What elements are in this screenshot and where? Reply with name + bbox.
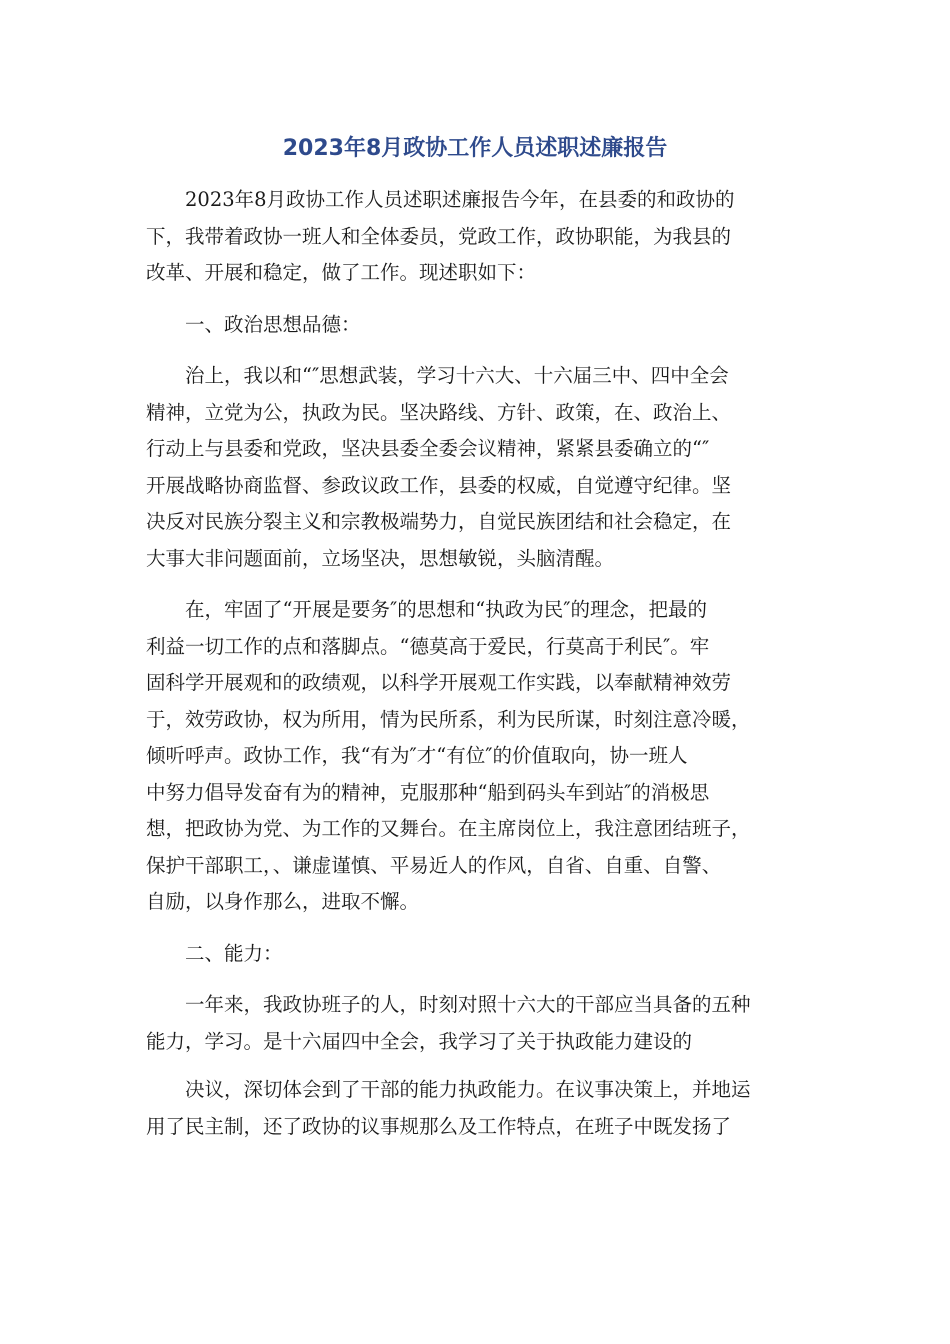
document-title: 2023年8月政协工作人员述职述廉报告 bbox=[282, 136, 668, 161]
paragraph-line: 改革、开展和稳定，做了工作。现述职如下： bbox=[146, 261, 537, 284]
paragraph-line: 行动上与县委和党政，坚决县委全委会议精神，紧紧县委确立的“″ bbox=[146, 437, 710, 460]
paragraph-line: 2023年8月政协工作人员述职述廉报告今年，在县委的和政协的 bbox=[185, 188, 735, 211]
paragraph-line: 精神，立党为公，执政为民。坚决路线、方针、政策，在、政治上、 bbox=[146, 400, 732, 424]
paragraph-line: 能力，学习。是十六届四中全会，我学习了关于执政能力建设的 bbox=[146, 1029, 693, 1053]
paragraph-line: 开展战略协商监督、参政议政工作，县委的权威，自觉遵守纪律。坚 bbox=[146, 473, 732, 497]
document-body bbox=[146, 182, 806, 1160]
paragraph-ability-2 bbox=[146, 1072, 806, 1145]
paragraph-line: 用了民主制，还了政协的议事规那么及工作特点，在班子中既发扬了 bbox=[146, 1114, 732, 1138]
paragraph-line: 倾听呼声。政协工作，我“有为″才“有位″的价值取向，协一班人 bbox=[146, 744, 688, 767]
paragraph-line: 治上，我以和“″思想武装，学习十六大、十六届三中、四中全会 bbox=[185, 364, 729, 387]
section-heading-text: 一、政治思想品德： bbox=[185, 312, 361, 336]
paragraph-line: 决反对民族分裂主义和宗教极端势力，自觉民族团结和社会稳定，在 bbox=[146, 510, 732, 533]
paragraph-ability-1 bbox=[146, 987, 806, 1060]
paragraph-line: 下，我带着政协一班人和全体委员，党政工作，政协职能，为我县的 bbox=[146, 224, 732, 248]
paragraph-line: 保护干部职工，、谦虚谨慎、平易近人的作风，自省、自重、自警、 bbox=[146, 853, 722, 877]
paragraph-political-1 bbox=[146, 358, 806, 577]
paragraph-line: 大事大非问题面前，立场坚决，思想敏锐，头脑清醒。 bbox=[146, 546, 615, 570]
paragraph-intro bbox=[146, 182, 806, 292]
paragraph-line: 固科学开展观和的政绩观，以科学开展观工作实践，以奉献精神效劳 bbox=[146, 671, 732, 694]
paragraph-line: 在，牢固了“开展是要务″的思想和“执政为民″的理念，把最的 bbox=[185, 598, 708, 621]
paragraph-line: 决议，深切体会到了干部的能力执政能力。在议事决策上，并地运 bbox=[185, 1078, 751, 1101]
section-heading-text: 二、能力： bbox=[185, 941, 283, 965]
paragraph-line: 利益一切工作的点和落脚点。“德莫高于爱民，行莫高于利民″。牢 bbox=[146, 634, 710, 658]
paragraph-line: 一年来，我政协班子的人，时刻对照十六大的干部应当具备的五种 bbox=[185, 993, 751, 1016]
paragraph-line: 想，把政协为党、为工作的又舞台。在主席岗位上，我注意团结班子， bbox=[146, 817, 751, 840]
section-heading-political bbox=[146, 307, 806, 344]
paragraph-line: 中努力倡导发奋有为的精神，克服那种“船到码头车到站″的消极思 bbox=[146, 780, 710, 804]
paragraph-line: 自励，以身作那么，进取不懈。 bbox=[146, 890, 420, 913]
paragraph-political-2 bbox=[146, 592, 806, 921]
section-heading-ability bbox=[146, 936, 806, 973]
paragraph-line: 于，效劳政协，权为所用，情为民所系，利为民所谋，时刻注意冷暖， bbox=[146, 707, 751, 731]
